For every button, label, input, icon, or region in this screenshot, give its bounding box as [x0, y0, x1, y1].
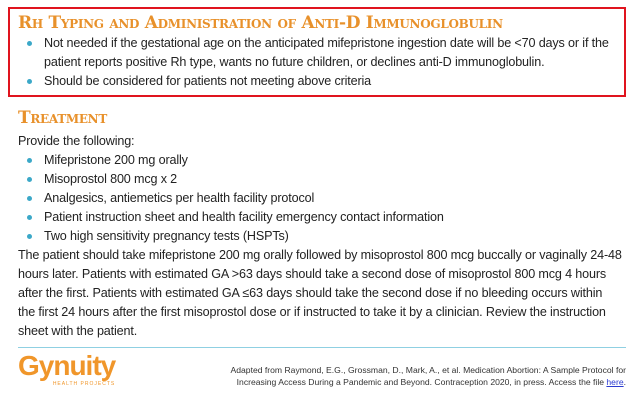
list-item: Patient instruction sheet and health facility emergency contact information: [22, 208, 622, 227]
bullet-icon: [27, 158, 32, 163]
list-item: Analgesics, antiemetics per health facility protocol: [22, 189, 622, 208]
footer: [8, 348, 626, 388]
bullet-icon: [27, 41, 32, 46]
list-item: Mifepristone 200 mg orally: [22, 151, 622, 170]
gynuity-logo: Gynuity HEALTH PROJECTS: [18, 350, 116, 387]
treatment-bullet-list: [18, 151, 622, 246]
rh-section-title: Rh Typing and Administration of Anti-D Immunoglobulin: [18, 13, 503, 33]
bullet-icon: [27, 215, 32, 220]
rh-bullet-list: [18, 34, 618, 91]
list-item: Should be considered for patients not meeting above criteria: [22, 72, 618, 91]
bullet-icon: [27, 79, 32, 84]
rh-section-highlight-box: [8, 7, 626, 97]
bullet-icon: [27, 177, 32, 182]
bullet-icon: [27, 196, 32, 201]
treatment-section: [8, 97, 626, 341]
bullet-icon: [27, 234, 32, 239]
list-item: Not needed if the gestational age on the anticipated mifepristone ingestion date will be <70 days or if the patient reports positive Rh type, wants no future children, or declines anti-D immunoglobulin.: [22, 34, 618, 72]
list-item: Misoprostol 800 mcg x 2: [22, 170, 622, 189]
treatment-intro: Provide the following:: [18, 134, 135, 148]
treatment-title: Treatment: [18, 108, 107, 128]
citation: Adapted from Raymond, E.G., Grossman, D., Mark, A., et al. Medication Abortion: A Sample Protocol for Increasing Access During a Pandemic and Beyond. Contraception 2020, in press. Access the file here.: [230, 365, 626, 387]
here-link[interactable]: here: [606, 377, 624, 387]
treatment-paragraph: The patient should take mifepristone 200 mg orally followed by misoprostol 800 mcg buccally or vaginally 24-48 hours later. Patients with estimated GA >63 days should take a second dose of misoprostol 800 mcg 4 hours after the first. Patients with estimated GA ≤63 days should take the second dose if no bleeding occurs within the first 24 hours after the first misoprostol dose or if instructed to take it by a clinician. Review the instruction sheet with the patient.: [18, 248, 622, 338]
list-item: Two high sensitivity pregnancy tests (HSPTs): [22, 227, 622, 246]
